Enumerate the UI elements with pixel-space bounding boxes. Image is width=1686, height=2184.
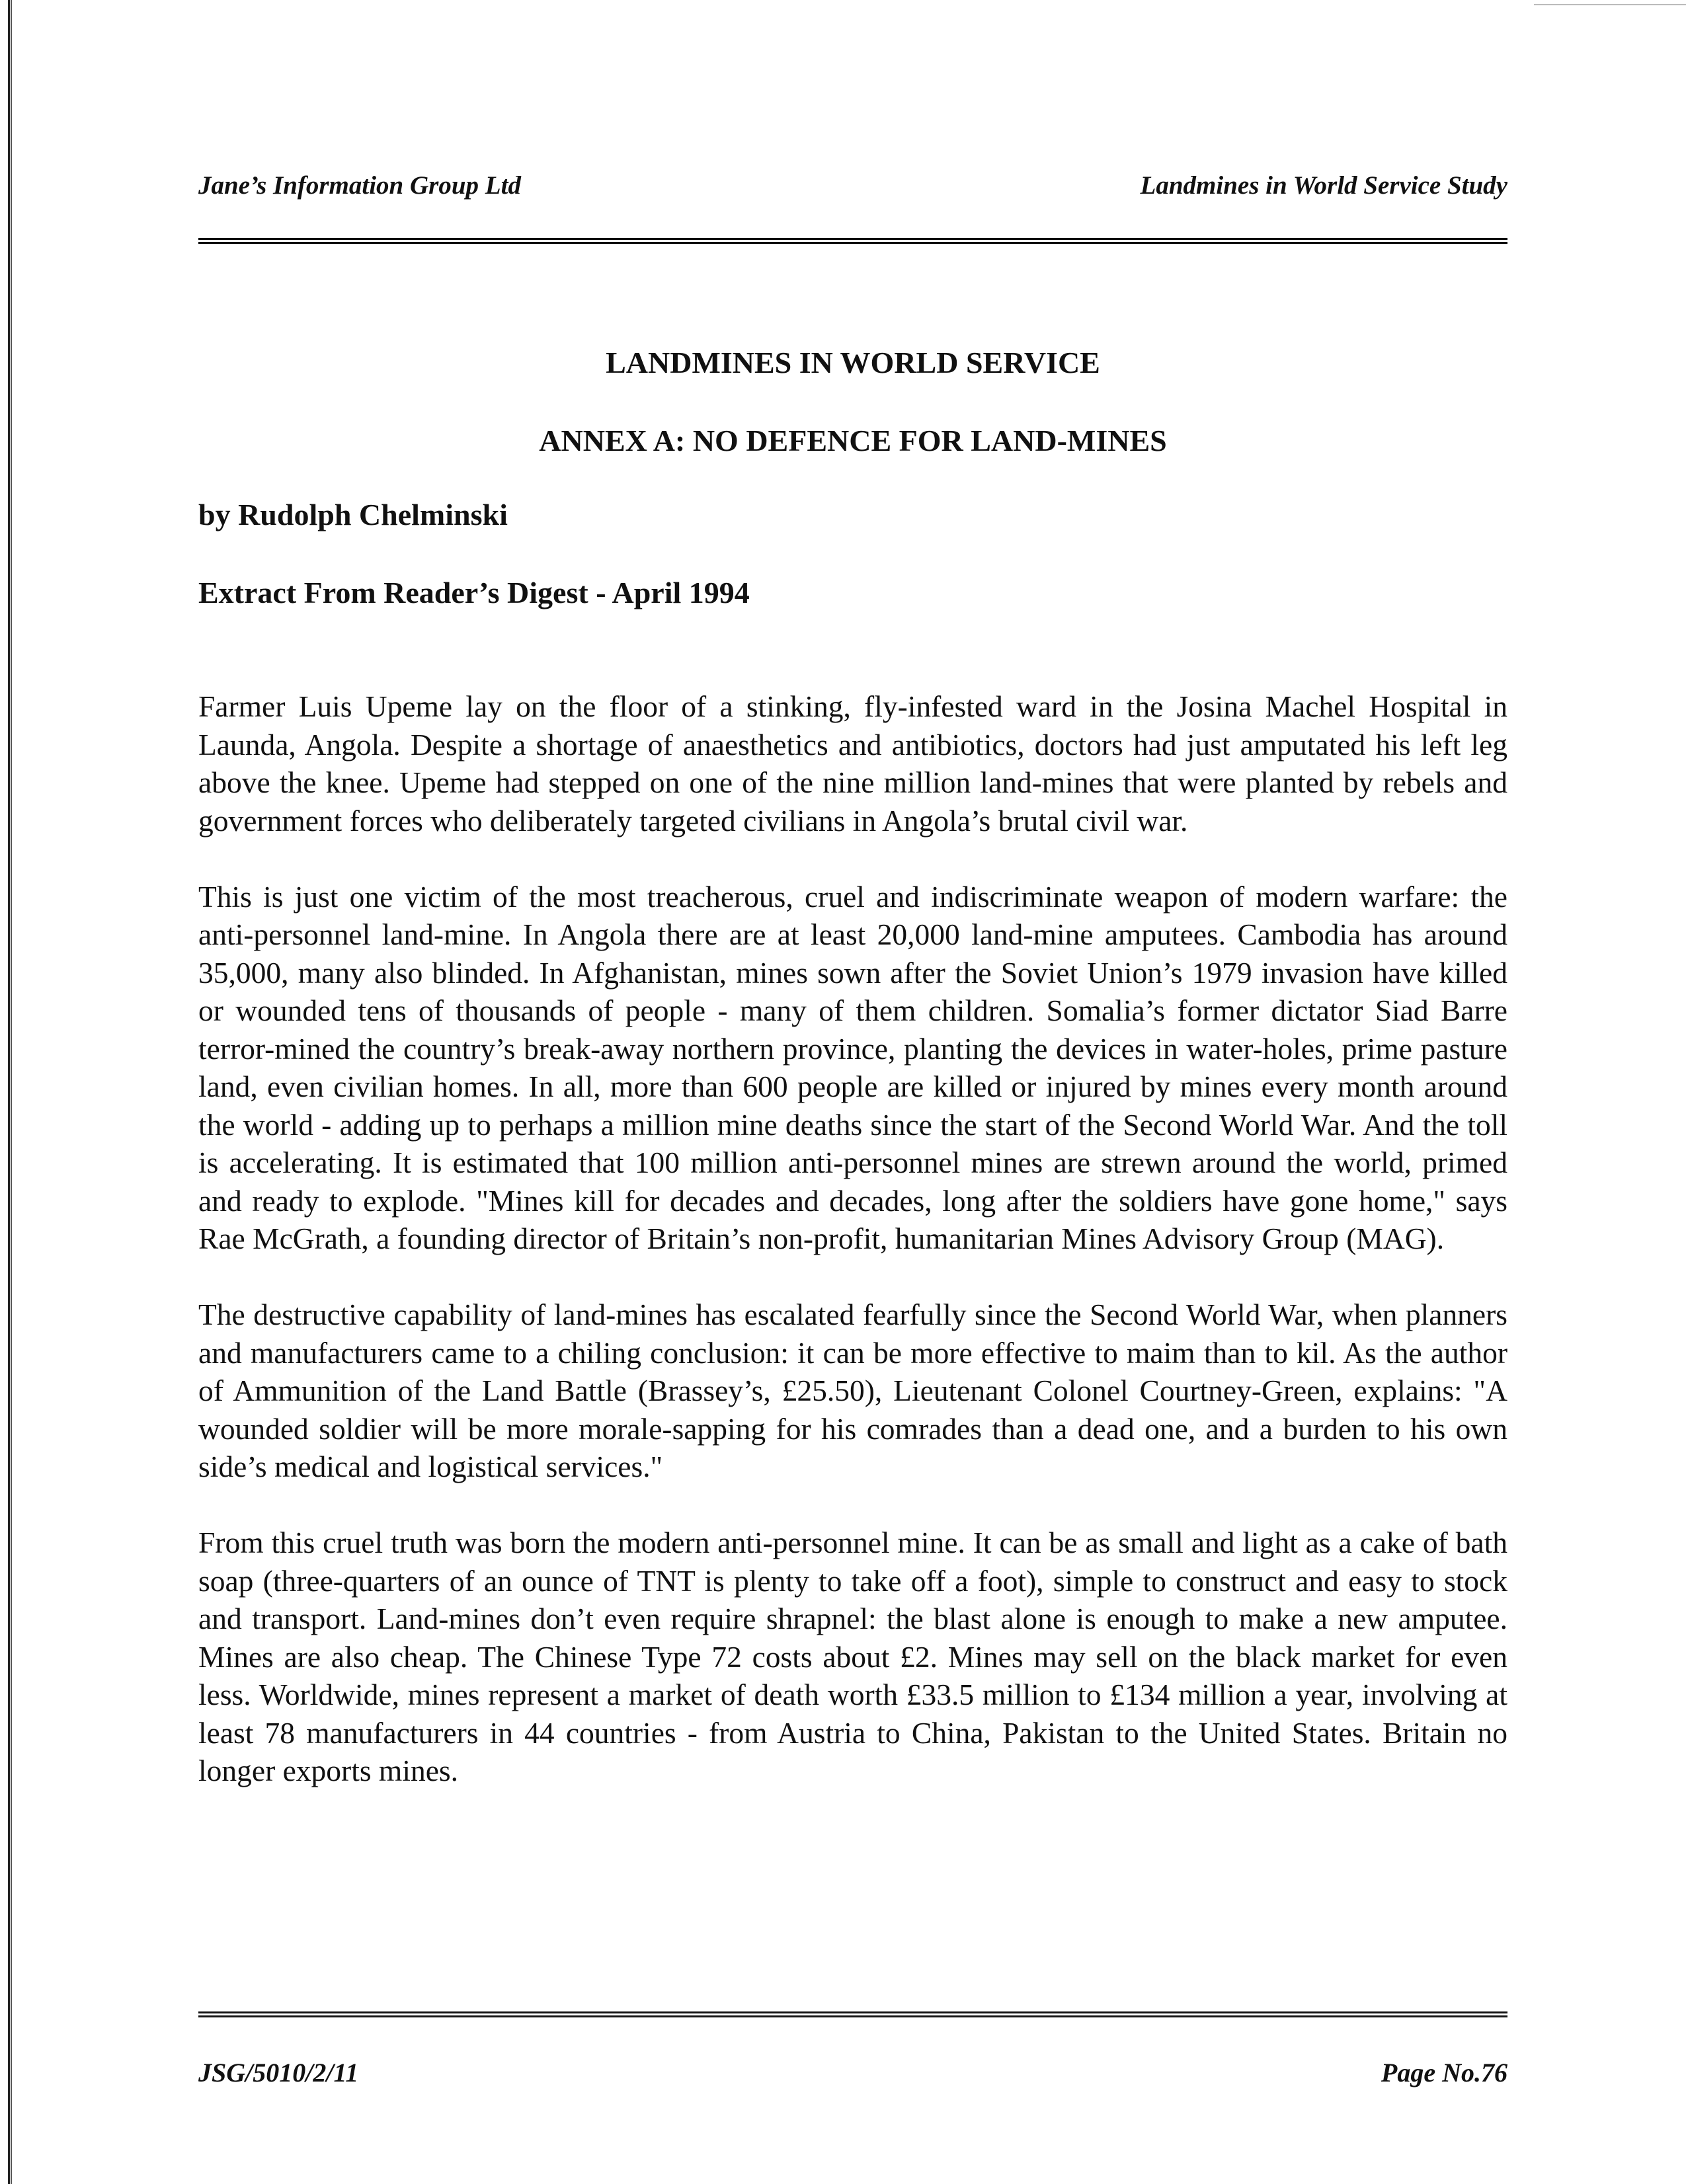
paragraph: This is just one victim of the most treacherous, cruel and indiscriminate weapon of modern warfare: the anti-personnel land-mine. In Angola there are at least 20,000 land-mine amputees. Cambodia has around 35,000, many also blinded. In Afghanistan, mines sown after the Soviet Union’s 1979 invasion have killed or wounded tens of thousands of people - many of them children. Somalia’s former dictator Siad Barre terror-mined the country’s break-away northern province, planting the devices in water-holes, prime pasture land, even civilian homes. In all, more than 600 people are killed or injured by mines every month around the world - adding up to perhaps a million mine deaths since the start of the Second World War. And the toll is accelerating. It is estimated that 100 million anti-personnel mines are strewn around the world, primed and ready to explode. "Mines kill for decades and decades, long after the soldiers have gone home," says Rae McGrath, a founding director of Britain’s non-profit, humanitarian Mines Advisory Group (MAG). [198, 879, 1507, 1255]
paragraph: Farmer Luis Upeme lay on the floor of a stinking, fly-infested ward in the Josina Machel Hospital in Launda, Angola. Despite a shortage of anaesthetics and antibiotics, doctors had just amputated his left leg above the knee. Upeme had stepped on one of the nine million land-mines that were planted by rebels and government forces who deliberately targeted civilians in Angola’s brutal civil war. [198, 689, 1507, 838]
header-rule [198, 238, 1507, 244]
scan-corner-mark [1534, 4, 1686, 5]
footer-page-number: Page No.76 [1381, 2058, 1507, 2087]
footer-rule [198, 2011, 1507, 2017]
header-study-title: Landmines in World Service Study [1140, 171, 1507, 200]
scan-edge [8, 0, 12, 2184]
document-title: LANDMINES IN WORLD SERVICE [606, 346, 1100, 379]
article-body [198, 687, 1507, 1828]
footer-reference: JSG/5010/2/11 [198, 2058, 359, 2087]
source-line: Extract From Reader’s Digest - April 1994 [198, 576, 750, 609]
paragraph: From this cruel truth was born the modern anti-personnel mine. It can be as small and light as a cake of bath soap (three-quarters of an ounce of TNT is plenty to take off a foot), simple to construct and easy to stock and transport. Land-mines don’t even require shrapnel: the blast alone is enough to make a new amputee. Mines are also cheap. The Chinese Type 72 costs about £2. Mines may sell on the black market for even less. Worldwide, mines represent a market of death worth £33.5 million to £134 million a year, involving at least 78 manufacturers in 44 countries - from Austria to China, Pakistan to the United States. Britain no longer exports mines. [198, 1526, 1507, 1787]
running-header [198, 171, 1507, 210]
author-byline: by Rudolph Chelminski [198, 498, 508, 531]
header-publisher: Jane’s Information Group Ltd [198, 171, 521, 200]
annex-title: ANNEX A: NO DEFENCE FOR LAND-MINES [539, 424, 1167, 457]
paragraph: The destructive capability of land-mines has escalated fearfully since the Second World War, when planners and manufacturers came to a chiling conclusion: it can be more effective to maim than to kil. As the author of Ammunition of the Land Battle (Brassey’s, £25.50), Lieutenant Colonel Courtney-Green, explains: "A wounded soldier will be more morale-sapping for his comrades than a dead one, and a burden to his own side’s medical and logistical services." [198, 1298, 1507, 1483]
